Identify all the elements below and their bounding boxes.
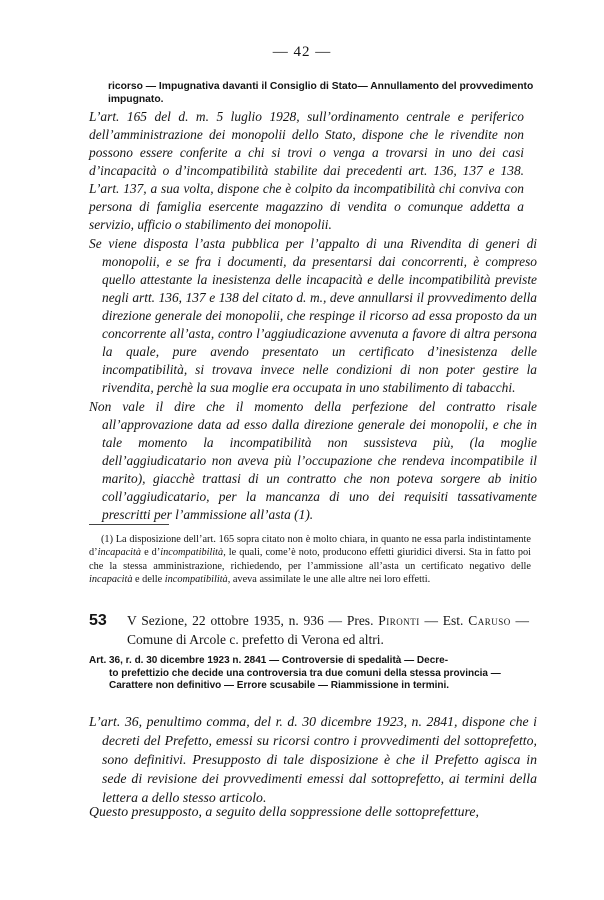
footnote-text-2: e d’ — [141, 547, 161, 559]
footnote-divider — [89, 524, 169, 525]
case-citation — [89, 612, 529, 649]
case-text-3: — Comune di Arcole c. prefetto di Verona ed altri. — [127, 613, 529, 647]
footnote — [89, 533, 531, 586]
footnote-italic-3: incapacità — [89, 573, 133, 585]
footnote-text-1: (1) La disposizione dell’art. 165 sopra citato non è molto chiara, in quanto ne essa parla indistintamente d’ — [89, 534, 531, 559]
rubric-case-line-1: Art. 36, r. d. 30 dicembre 1923 n. 2841 — Controversie di spedalità — Decre- — [89, 655, 449, 666]
case-text-2: — Est. — [419, 613, 469, 628]
case-president: Pironti — [378, 613, 420, 628]
rubric-case-rest: to prefettizio che decide una controversia tra due comuni della stessa provincia — Carattere non definitivo — Errore scusabile — Riammissione in termini. — [109, 667, 501, 691]
footnote-italic-2: incompatibilità — [160, 547, 224, 559]
paragraph-2: Se viene disposta l’asta pubblica per l’appalto di una Rivendita di generi di monopolii, e se fra i documenti, da presentarsi dai concorrenti, è compreso quello attestante la inesistenza delle incapacità e delle incompatibilità previste negli artt. 136, 137 e 138 del citato d. m., deve annullarsi il provvedimento della direzione generale dei monopolii, che respinge il ricorso ad essa proposto da un concorrente all’asta, contro l’aggiudicazione avvenuta a favore di altra persona la quale, pure avendo presentato un certificato d’inesistenza delle incompatibilità, si trovava invece nelle condizioni di non poter gestire la rivendita, perchè la sua moglie era occupata in uno stabilimento di tabacchi. — [89, 236, 537, 396]
page-number: — 42 — — [272, 44, 332, 60]
paragraph-1: L’art. 165 del d. m. 5 luglio 1928, sull’ordinamento centrale e periferico dell’amministrazione dei monopolii dello Stato, dispone che le rivendite non possono essere conferite a chi si trovi o venga a trovarsi in uno dei casi d’incapacità o d’incompatibilità stabilite dai precedenti art. 136, 137 e 138. L’art. 137, a sua volta, dispone che è colpito da incompatibilità chi conviva con persona di famiglia esercente magazzino di vendita o comunque addetta a servizio, ufficio o stabilimento dei monopolii. — [89, 109, 524, 233]
footnote-text-4: e delle — [132, 573, 165, 585]
paragraph-4: L’art. 36, penultimo comma, del r. d. 30 dicembre 1923, n. 2841, dispone che i decreti del Prefetto, emessi su ricorsi contro i provvedimenti del sottoprefetto, sono definitivi. Presupposto di tale disposizione è che il Prefetto agisca in sede di revisione dei provvedimenti emessi dal sottoprefetto, ai termini della lettera a dello stesso articolo. — [89, 714, 537, 805]
paragraph-3: Non vale il dire che il momento della perfezione del contratto risale all’approvazione data ad esso dalla direzione generale dei monopolii, e che in tale momento la incompatibilità non sussisteva più, (la moglie dell’aggiudicatario non aveva più l’occupazione che rendeva incompatibile il marito), giacchè trattasi di un contratto che non poteva sorgere ab initio coll’aggiudicatario, per la mancanza di uno dei requisiti tassativamente prescritti per l’ammissione all’asta (1). — [89, 399, 537, 523]
case-heading — [89, 612, 529, 649]
case-estensore: Caruso — [468, 613, 511, 628]
rubric-case — [89, 655, 539, 693]
footnote-text-5: , aveva assimilate le une alle altre nei loro effetti. — [227, 573, 431, 585]
footnote-italic-1: incapacità — [97, 547, 142, 559]
case-text-1: V Sezione, 22 ottobre 1935, n. 936 — Pres. — [127, 613, 379, 628]
paragraph-5: Questo presupposto, a seguito della soppressione delle sottoprefetture, — [89, 804, 479, 819]
rubric-top: ricorso — Impugnativa davanti il Consiglio di Stato— Annullamento del provvedimento impugnato. — [108, 81, 534, 105]
footnote-text-3: , le quali, come’è noto, producono effetti giuridici diversi. Sta in fatto poi che la stessa amministrazione, richiedendo, per l’ammissione all’asta un certificato negativo delle — [89, 547, 532, 572]
case-number: 53 — [89, 612, 107, 629]
footnote-italic-4: incompatibilità — [164, 573, 228, 585]
